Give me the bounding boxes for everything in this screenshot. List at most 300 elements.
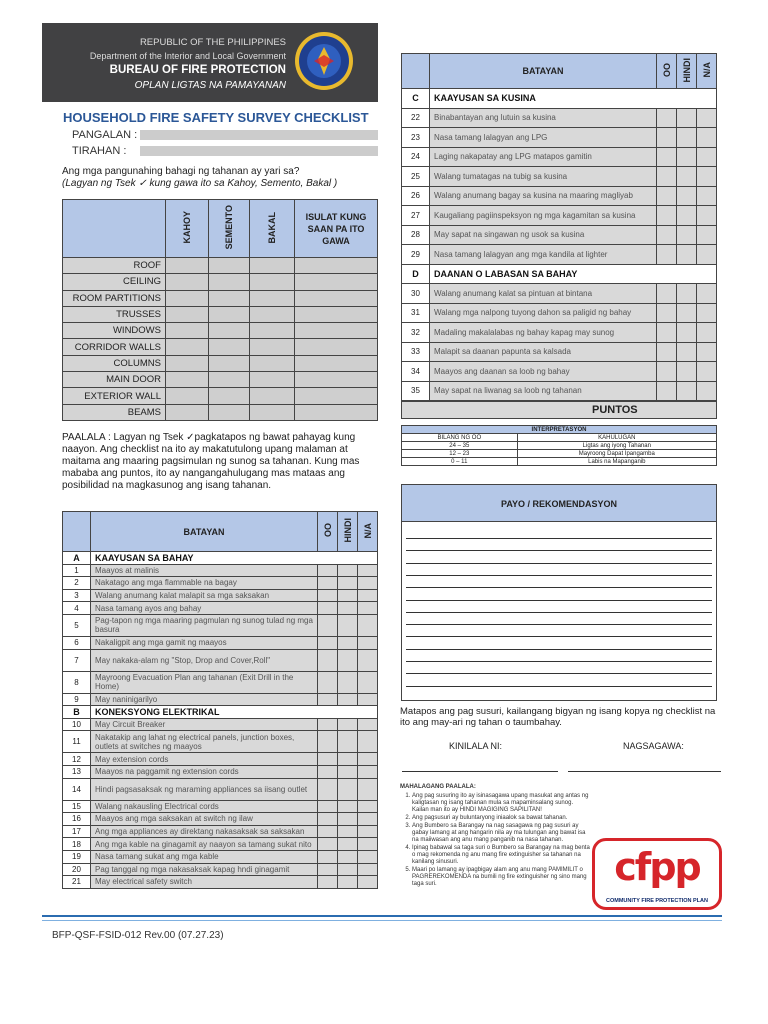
checklist-row bbox=[63, 876, 378, 889]
item-number: 9 bbox=[63, 693, 91, 706]
na-checkbox[interactable] bbox=[358, 813, 378, 826]
checklist-row bbox=[63, 718, 378, 731]
oo-checkbox[interactable] bbox=[657, 342, 677, 362]
hindi-checkbox[interactable] bbox=[677, 225, 697, 245]
oo-checkbox[interactable] bbox=[318, 649, 338, 671]
republic-text: REPUBLIC OF THE PHILIPPINES bbox=[139, 37, 286, 48]
material-check-cell[interactable] bbox=[250, 323, 295, 339]
item-number: 22 bbox=[402, 108, 430, 128]
pangalan-label: PANGALAN : bbox=[72, 129, 138, 141]
item-number: 7 bbox=[63, 649, 91, 671]
item-number: 10 bbox=[63, 718, 91, 731]
recommendation-line bbox=[406, 673, 712, 674]
hindi-checkbox[interactable] bbox=[338, 649, 358, 671]
hindi-checkbox[interactable] bbox=[338, 778, 358, 800]
material-check-cell[interactable] bbox=[209, 306, 250, 322]
material-label: BEAMS bbox=[63, 404, 166, 420]
hindi-checkbox[interactable] bbox=[338, 800, 358, 813]
item-number: 14 bbox=[63, 778, 91, 800]
oo-checkbox[interactable] bbox=[318, 718, 338, 731]
oo-checkbox[interactable] bbox=[318, 577, 338, 590]
na-checkbox[interactable] bbox=[358, 636, 378, 649]
checklist-row bbox=[63, 863, 378, 876]
na-checkbox[interactable] bbox=[697, 284, 717, 304]
material-check-cell[interactable] bbox=[209, 323, 250, 339]
material-check-cell[interactable] bbox=[166, 323, 209, 339]
question-instruction: (Lagyan ng Tsek ✓ kung gawa ito sa Kahoy, Semento, Bakal ) bbox=[62, 178, 338, 189]
material-row bbox=[63, 258, 378, 274]
material-check-cell[interactable] bbox=[209, 339, 250, 355]
material-check-cell[interactable] bbox=[166, 290, 209, 306]
recommendation-line bbox=[406, 661, 712, 662]
item-text: Pag tanggal ng mga nakasaksak kapag hndi ginagamit bbox=[91, 863, 318, 876]
checklist-row bbox=[402, 128, 717, 148]
document-title: HOUSEHOLD FIRE SAFETY SURVEY CHECKLIST bbox=[63, 110, 369, 125]
item-number: 34 bbox=[402, 362, 430, 382]
department-text: Department of the Interior and Local Government bbox=[89, 51, 286, 61]
checklist-row bbox=[402, 362, 717, 382]
na-checkbox[interactable] bbox=[697, 108, 717, 128]
oo-checkbox[interactable] bbox=[318, 602, 338, 615]
item-number: 5 bbox=[63, 614, 91, 636]
header-semento: SEMENTO bbox=[209, 200, 250, 258]
pangalan-field[interactable] bbox=[140, 130, 378, 140]
hindi-checkbox[interactable] bbox=[338, 693, 358, 706]
recommendation-line bbox=[406, 624, 712, 625]
item-text: May extension cords bbox=[91, 753, 318, 766]
tirahan-label: TIRAHAN : bbox=[72, 145, 127, 157]
hindi-checkbox[interactable] bbox=[677, 303, 697, 323]
oo-checkbox[interactable] bbox=[657, 381, 677, 401]
interp-range: 24 – 35 bbox=[402, 442, 518, 450]
logo-wordmark: cfpp bbox=[614, 845, 700, 889]
item-text: Walang mga nalpong tuyong dahon sa paligid ng bahay bbox=[430, 303, 657, 323]
header-batayan-right: BATAYAN bbox=[430, 54, 657, 89]
hindi-checkbox[interactable] bbox=[677, 167, 697, 187]
oo-checkbox[interactable] bbox=[318, 636, 338, 649]
material-check-cell[interactable] bbox=[295, 290, 378, 306]
item-number: 16 bbox=[63, 813, 91, 826]
kinilala-signature-line[interactable] bbox=[402, 771, 558, 772]
item-text: May naninigarilyo bbox=[91, 693, 318, 706]
oo-checkbox[interactable] bbox=[318, 850, 338, 863]
item-number: 11 bbox=[63, 731, 91, 753]
material-check-cell[interactable] bbox=[295, 323, 378, 339]
checklist-row bbox=[63, 693, 378, 706]
puntos-label: PUNTOS bbox=[592, 404, 638, 416]
oo-checkbox[interactable] bbox=[657, 245, 677, 265]
hindi-checkbox[interactable] bbox=[677, 186, 697, 206]
oo-checkbox[interactable] bbox=[318, 876, 338, 889]
material-check-cell[interactable] bbox=[250, 274, 295, 290]
oo-checkbox[interactable] bbox=[318, 800, 338, 813]
hindi-checkbox[interactable] bbox=[338, 838, 358, 851]
material-row bbox=[63, 339, 378, 355]
material-check-cell[interactable] bbox=[295, 372, 378, 388]
hindi-checkbox[interactable] bbox=[677, 284, 697, 304]
material-check-cell[interactable] bbox=[166, 258, 209, 274]
recommendation-line bbox=[406, 686, 712, 687]
material-check-cell[interactable] bbox=[250, 306, 295, 322]
checklist-row bbox=[402, 342, 717, 362]
checklist-row bbox=[63, 838, 378, 851]
section-title: DAANAN O LABASAN SA BAHAY bbox=[430, 264, 717, 284]
na-checkbox[interactable] bbox=[358, 731, 378, 753]
item-number: 13 bbox=[63, 765, 91, 778]
na-checkbox[interactable] bbox=[358, 649, 378, 671]
item-number: 18 bbox=[63, 838, 91, 851]
na-checkbox[interactable] bbox=[358, 765, 378, 778]
item-text: May nakaka-alam ng "Stop, Drop and Cover,Roll" bbox=[91, 649, 318, 671]
item-number: 33 bbox=[402, 342, 430, 362]
item-number: 2 bbox=[63, 577, 91, 590]
oo-checkbox[interactable] bbox=[318, 765, 338, 778]
material-check-cell[interactable] bbox=[295, 339, 378, 355]
hindi-checkbox[interactable] bbox=[338, 731, 358, 753]
material-check-cell[interactable] bbox=[166, 339, 209, 355]
section-title: KAAYUSAN SA BAHAY bbox=[91, 552, 378, 565]
hindi-checkbox[interactable] bbox=[338, 671, 358, 693]
interp-col-bilang: BILANG NG OO bbox=[402, 434, 518, 442]
na-checkbox[interactable] bbox=[358, 753, 378, 766]
recommendation-line bbox=[406, 600, 712, 601]
item-text: Binabantayan ang lutuin sa kusina bbox=[430, 108, 657, 128]
item-number: 1 bbox=[63, 564, 91, 577]
section-letter: C bbox=[402, 89, 430, 109]
bfp-seal-icon bbox=[294, 31, 354, 91]
oo-checkbox[interactable] bbox=[657, 206, 677, 226]
checklist-corner bbox=[63, 512, 91, 552]
material-check-cell[interactable] bbox=[295, 258, 378, 274]
oo-checkbox[interactable] bbox=[657, 284, 677, 304]
na-checkbox[interactable] bbox=[358, 825, 378, 838]
nagsagawa-signature-line[interactable] bbox=[568, 771, 721, 772]
material-label: ROOM PARTITIONS bbox=[63, 290, 166, 306]
na-checkbox[interactable] bbox=[697, 167, 717, 187]
material-label: COLUMNS bbox=[63, 355, 166, 371]
section-header bbox=[63, 706, 378, 719]
item-number: 35 bbox=[402, 381, 430, 401]
interp-meaning: Labis na Mapanganib bbox=[517, 458, 716, 466]
oo-checkbox[interactable] bbox=[318, 825, 338, 838]
oo-checkbox[interactable] bbox=[318, 838, 338, 851]
material-label: MAIN DOOR bbox=[63, 372, 166, 388]
item-text: May electrical safety switch bbox=[91, 876, 318, 889]
material-check-cell[interactable] bbox=[250, 372, 295, 388]
logo-tagline: COMMUNITY FIRE PROTECTION PLAN bbox=[606, 898, 708, 904]
na-checkbox[interactable] bbox=[358, 693, 378, 706]
hindi-checkbox[interactable] bbox=[677, 381, 697, 401]
material-row bbox=[63, 274, 378, 290]
oo-checkbox[interactable] bbox=[318, 863, 338, 876]
na-checkbox[interactable] bbox=[697, 147, 717, 167]
hindi-checkbox[interactable] bbox=[338, 765, 358, 778]
agency-header bbox=[42, 23, 378, 102]
material-row bbox=[63, 388, 378, 404]
item-number: 28 bbox=[402, 225, 430, 245]
item-number: 27 bbox=[402, 206, 430, 226]
item-text: Nasa tamang sukat ang mga kable bbox=[91, 850, 318, 863]
oo-checkbox[interactable] bbox=[657, 167, 677, 187]
hindi-checkbox[interactable] bbox=[338, 589, 358, 602]
interp-range: 12 – 23 bbox=[402, 450, 518, 458]
section-title: KAAYUSAN SA KUSINA bbox=[430, 89, 717, 109]
item-text: Nakatakip ang lahat ng electrical panels, junction boxes, outlets at switches ng maayos bbox=[91, 731, 318, 753]
hindi-checkbox[interactable] bbox=[677, 362, 697, 382]
material-check-cell[interactable] bbox=[250, 290, 295, 306]
item-number: 12 bbox=[63, 753, 91, 766]
oo-checkbox[interactable] bbox=[318, 564, 338, 577]
hindi-checkbox[interactable] bbox=[338, 602, 358, 615]
checklist-row bbox=[402, 147, 717, 167]
na-checkbox[interactable] bbox=[697, 362, 717, 382]
na-checkbox[interactable] bbox=[358, 876, 378, 889]
hindi-checkbox[interactable] bbox=[338, 577, 358, 590]
checklist-row bbox=[402, 284, 717, 304]
checklist-right bbox=[401, 53, 717, 401]
material-check-cell[interactable] bbox=[209, 258, 250, 274]
mahalaga-item: 4. Ipinag babawal sa taga suri o Bumbero sa Barangay na mag benta o mag rekomenda ng anu mang fire extinguisher sa tahanan na kanilang sinusuri. bbox=[412, 845, 590, 866]
material-check-cell[interactable] bbox=[250, 339, 295, 355]
item-number: 6 bbox=[63, 636, 91, 649]
na-checkbox[interactable] bbox=[697, 206, 717, 226]
checklist-row bbox=[63, 589, 378, 602]
form-code: BFP-QSF-FSID-012 Rev.00 (07.27.23) bbox=[52, 930, 224, 941]
item-number: 3 bbox=[63, 589, 91, 602]
section-header bbox=[402, 264, 717, 284]
item-text: Pag-tapon ng mga maaring pagmulan ng sunog tulad ng mga basura bbox=[91, 614, 318, 636]
material-check-cell[interactable] bbox=[166, 404, 209, 420]
checklist-row bbox=[402, 245, 717, 265]
material-check-cell[interactable] bbox=[250, 258, 295, 274]
kinilala-label: KINILALA NI: bbox=[449, 741, 503, 751]
section-letter: A bbox=[63, 552, 91, 565]
item-number: 25 bbox=[402, 167, 430, 187]
mahalaga-item: 2. Ang pagsusuri ay buluntaryong iniaalok sa bawat tahanan. bbox=[412, 815, 590, 822]
oo-checkbox[interactable] bbox=[657, 225, 677, 245]
material-check-cell[interactable] bbox=[166, 274, 209, 290]
oo-checkbox[interactable] bbox=[657, 108, 677, 128]
na-checkbox[interactable] bbox=[358, 778, 378, 800]
material-check-cell[interactable] bbox=[209, 404, 250, 420]
mahalaga-notes bbox=[400, 784, 590, 889]
checklist-row bbox=[402, 381, 717, 401]
item-number: 24 bbox=[402, 147, 430, 167]
item-text: Nasa tamang lalagyan ang mga kandila at lighter bbox=[430, 245, 657, 265]
header-hindi: HINDI bbox=[338, 512, 358, 552]
oo-checkbox[interactable] bbox=[318, 614, 338, 636]
checklist-row bbox=[402, 323, 717, 343]
item-text: Laging nakapatay ang LPG matapos gamitin bbox=[430, 147, 657, 167]
checklist-row bbox=[402, 108, 717, 128]
item-text: Nasa tamang lalagyan ang LPG bbox=[430, 128, 657, 148]
interp-title: INTERPRETASYON bbox=[402, 426, 717, 434]
material-check-cell[interactable] bbox=[295, 388, 378, 404]
bureau-text: BUREAU OF FIRE PROTECTION bbox=[109, 64, 286, 76]
material-check-cell[interactable] bbox=[209, 274, 250, 290]
na-checkbox[interactable] bbox=[697, 225, 717, 245]
oo-checkbox[interactable] bbox=[318, 778, 338, 800]
hindi-checkbox[interactable] bbox=[677, 206, 697, 226]
hindi-checkbox[interactable] bbox=[338, 825, 358, 838]
item-text: Malapit sa daanan papunta sa kalsada bbox=[430, 342, 657, 362]
mahalaga-item: 3. Ang Bumbero sa Barangay na nag sasagawa ng pag susuri ay gabay lamang at ang hangarin nila ay ma tulungan ang bawat isa na maiiwasan ang anu mang panganib na nasa tahanan. bbox=[412, 823, 590, 844]
paalala-note: PAALALA : Lagyan ng Tsek ✓pagkatapos ng bawat pahayag kung naayon. Ang checklist na ito ay makatutulong upang malaman at maitama ang maaring pagsimulan ng sunog sa tahanan. Kung mas mababa ang puntos, ito ay nangangahulugang mas mataas ang posibilidad na magkasunog ang isang tahanan. bbox=[62, 432, 360, 491]
material-check-cell[interactable] bbox=[166, 306, 209, 322]
tirahan-field[interactable] bbox=[140, 146, 378, 156]
hindi-checkbox[interactable] bbox=[338, 614, 358, 636]
material-label: WINDOWS bbox=[63, 323, 166, 339]
item-text: Walang anumang kalat sa pintuan at bintana bbox=[430, 284, 657, 304]
header-isulat: ISULAT KUNG SAAN PA ITO GAWA bbox=[295, 200, 378, 258]
item-number: 30 bbox=[402, 284, 430, 304]
item-number: 21 bbox=[63, 876, 91, 889]
material-check-cell[interactable] bbox=[295, 274, 378, 290]
hindi-checkbox[interactable] bbox=[338, 718, 358, 731]
hindi-checkbox[interactable] bbox=[677, 323, 697, 343]
oo-checkbox[interactable] bbox=[657, 303, 677, 323]
material-row bbox=[63, 404, 378, 420]
footer-divider bbox=[42, 915, 722, 917]
item-text: Nasa tamang ayos ang bahay bbox=[91, 602, 318, 615]
checklist-row bbox=[63, 577, 378, 590]
na-checkbox[interactable] bbox=[358, 614, 378, 636]
item-text: May sapat na liwanag sa loob ng tahanan bbox=[430, 381, 657, 401]
hindi-checkbox[interactable] bbox=[338, 850, 358, 863]
matapos-note: Matapos ang pag susuri, kailangang bigyan ng isang kopya ng checklist na ito ang may-ari ng tahan o taumbahay. bbox=[400, 706, 716, 728]
hindi-checkbox[interactable] bbox=[677, 342, 697, 362]
item-text: Nakaligpit ang mga gamit ng maayos bbox=[91, 636, 318, 649]
checklist-corner-right bbox=[402, 54, 430, 89]
checklist-row bbox=[402, 186, 717, 206]
material-check-cell[interactable] bbox=[166, 355, 209, 371]
item-number: 26 bbox=[402, 186, 430, 206]
hindi-checkbox[interactable] bbox=[677, 147, 697, 167]
hindi-checkbox[interactable] bbox=[677, 245, 697, 265]
material-check-cell[interactable] bbox=[295, 355, 378, 371]
hindi-checkbox[interactable] bbox=[677, 128, 697, 148]
na-checkbox[interactable] bbox=[697, 323, 717, 343]
na-checkbox[interactable] bbox=[697, 342, 717, 362]
item-text: Maayos ang daanan sa loob ng bahay bbox=[430, 362, 657, 382]
checklist-row bbox=[63, 813, 378, 826]
checklist-row bbox=[63, 731, 378, 753]
oo-checkbox[interactable] bbox=[657, 128, 677, 148]
na-checkbox[interactable] bbox=[358, 671, 378, 693]
header-oo: OO bbox=[318, 512, 338, 552]
item-number: 29 bbox=[402, 245, 430, 265]
na-checkbox[interactable] bbox=[358, 602, 378, 615]
hindi-checkbox[interactable] bbox=[338, 813, 358, 826]
oo-checkbox[interactable] bbox=[318, 693, 338, 706]
oo-checkbox[interactable] bbox=[657, 362, 677, 382]
header-na-right: N/A bbox=[697, 54, 717, 89]
oo-checkbox[interactable] bbox=[318, 671, 338, 693]
item-text: Walang tumatagas na tubig sa kusina bbox=[430, 167, 657, 187]
puntos-row bbox=[401, 401, 717, 419]
checklist-row bbox=[63, 800, 378, 813]
na-checkbox[interactable] bbox=[697, 303, 717, 323]
na-checkbox[interactable] bbox=[697, 186, 717, 206]
na-checkbox[interactable] bbox=[358, 850, 378, 863]
hindi-checkbox[interactable] bbox=[338, 564, 358, 577]
item-text: Mayroong Evacuation Plan ang tahanan (Exit Drill in the Home) bbox=[91, 671, 318, 693]
interp-range: 0 – 11 bbox=[402, 458, 518, 466]
item-text: Maayos ang mga saksakan at switch ng ilaw bbox=[91, 813, 318, 826]
materials-corner bbox=[63, 200, 166, 258]
payo-box[interactable] bbox=[401, 484, 717, 701]
material-check-cell[interactable] bbox=[209, 372, 250, 388]
oo-checkbox[interactable] bbox=[657, 147, 677, 167]
material-check-cell[interactable] bbox=[250, 355, 295, 371]
oo-checkbox[interactable] bbox=[318, 753, 338, 766]
hindi-checkbox[interactable] bbox=[677, 108, 697, 128]
material-check-cell[interactable] bbox=[295, 306, 378, 322]
checklist-row bbox=[63, 602, 378, 615]
materials-question bbox=[62, 166, 382, 190]
item-text: Walang anumang bagay sa kusina na maaring magliyab bbox=[430, 186, 657, 206]
item-number: 19 bbox=[63, 850, 91, 863]
recommendation-line bbox=[406, 587, 712, 588]
material-check-cell[interactable] bbox=[166, 372, 209, 388]
recommendation-line bbox=[406, 575, 712, 576]
recommendation-line bbox=[406, 563, 712, 564]
na-checkbox[interactable] bbox=[697, 128, 717, 148]
na-checkbox[interactable] bbox=[697, 381, 717, 401]
hindi-checkbox[interactable] bbox=[338, 876, 358, 889]
item-text: Maayos at malinis bbox=[91, 564, 318, 577]
item-text: Walang nakausling Electrical cords bbox=[91, 800, 318, 813]
na-checkbox[interactable] bbox=[358, 589, 378, 602]
item-text: Kaugaliang pagiinspeksyon ng mga kagamitan sa kusina bbox=[430, 206, 657, 226]
item-text: Walang anumang kalat malapit sa mga saksakan bbox=[91, 589, 318, 602]
oo-checkbox[interactable] bbox=[318, 589, 338, 602]
mahalaga-item: 1. Ang pag susuring ito ay isinasagawa upang masukat ang antas ng kaligtasan ng isang tahanan mula sa mapaminsalang sunog. Kailan man ito ay HINDI MAGIGING SAPILITAN! bbox=[412, 793, 590, 814]
hindi-checkbox[interactable] bbox=[338, 753, 358, 766]
material-check-cell[interactable] bbox=[209, 355, 250, 371]
header-oo-right: OO bbox=[657, 54, 677, 89]
na-checkbox[interactable] bbox=[358, 800, 378, 813]
material-check-cell[interactable] bbox=[250, 388, 295, 404]
na-checkbox[interactable] bbox=[358, 564, 378, 577]
material-check-cell[interactable] bbox=[295, 404, 378, 420]
material-check-cell[interactable] bbox=[209, 290, 250, 306]
header-bakal: BAKAL bbox=[250, 200, 295, 258]
na-checkbox[interactable] bbox=[358, 577, 378, 590]
oo-checkbox[interactable] bbox=[657, 323, 677, 343]
question-text: Ang mga pangunahing bahagi ng tahanan ay yari sa? bbox=[62, 166, 300, 177]
hindi-checkbox[interactable] bbox=[338, 863, 358, 876]
na-checkbox[interactable] bbox=[697, 245, 717, 265]
material-check-cell[interactable] bbox=[166, 388, 209, 404]
oo-checkbox[interactable] bbox=[657, 186, 677, 206]
oo-checkbox[interactable] bbox=[318, 813, 338, 826]
na-checkbox[interactable] bbox=[358, 863, 378, 876]
header-kahoy: KAHOY bbox=[166, 200, 209, 258]
recommendation-line bbox=[406, 550, 712, 551]
oo-checkbox[interactable] bbox=[318, 731, 338, 753]
checklist-row bbox=[63, 564, 378, 577]
material-check-cell[interactable] bbox=[250, 404, 295, 420]
header-na: N/A bbox=[358, 512, 378, 552]
na-checkbox[interactable] bbox=[358, 838, 378, 851]
item-text: May Circuit Breaker bbox=[91, 718, 318, 731]
hindi-checkbox[interactable] bbox=[338, 636, 358, 649]
na-checkbox[interactable] bbox=[358, 718, 378, 731]
material-check-cell[interactable] bbox=[209, 388, 250, 404]
recommendation-line bbox=[406, 636, 712, 637]
checklist-row bbox=[63, 614, 378, 636]
